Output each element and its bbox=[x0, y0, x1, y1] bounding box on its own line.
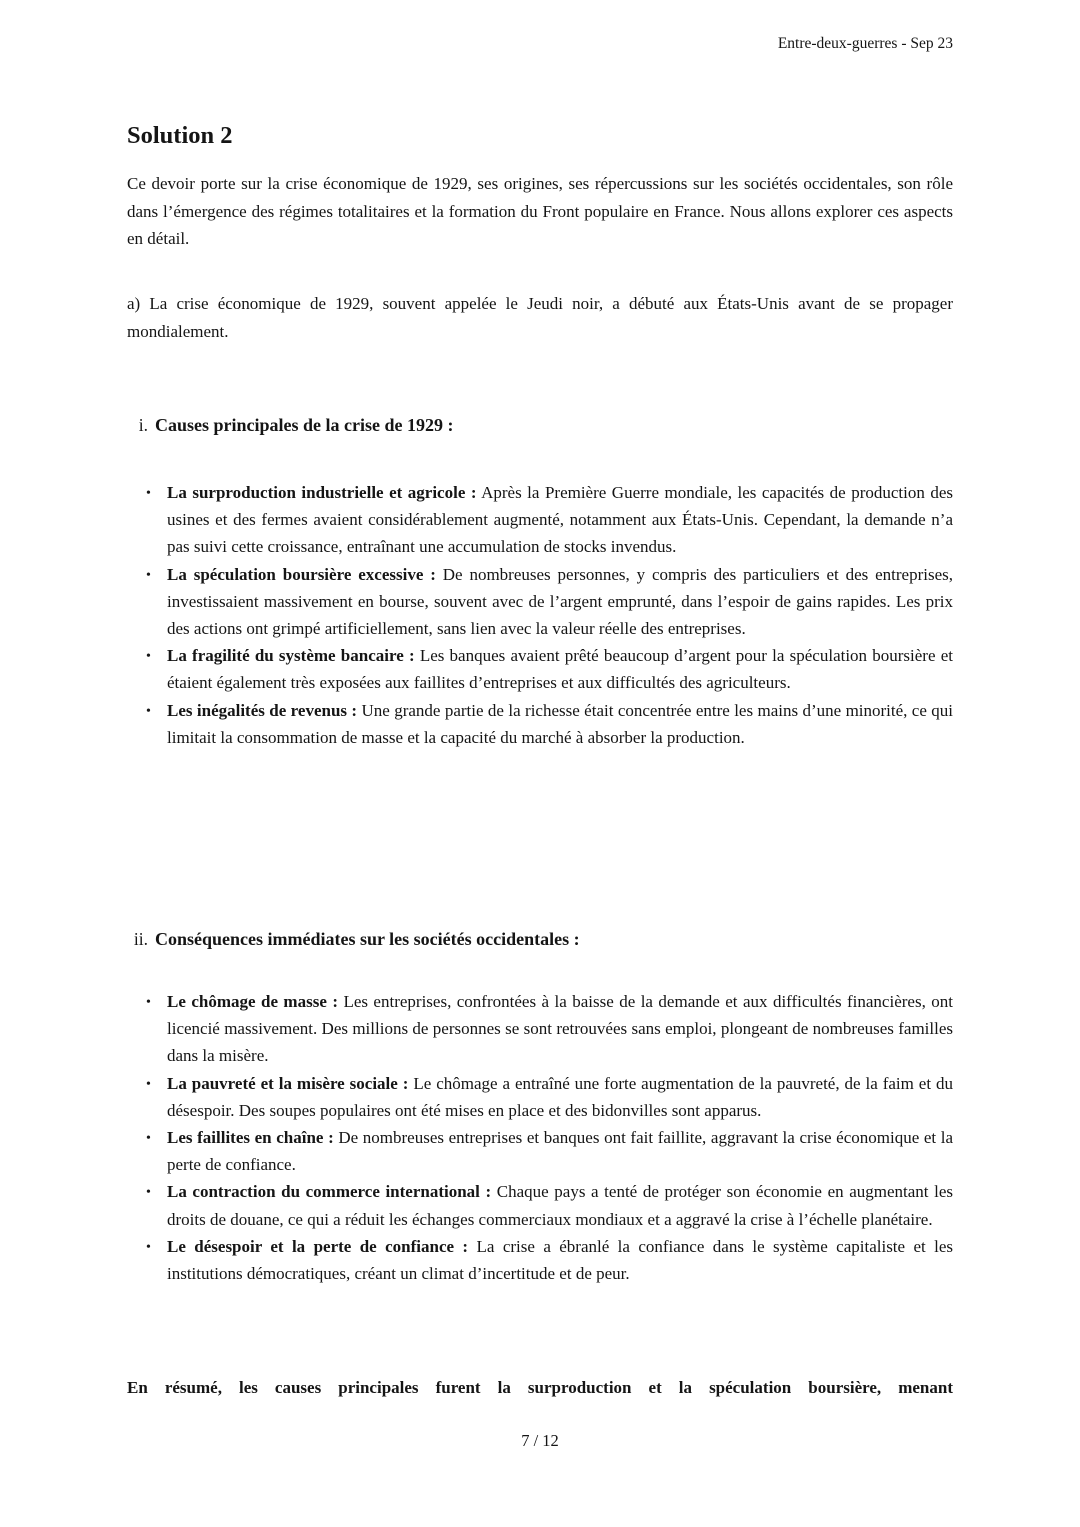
bullet-text: Le chômage a entraîné une forte augmentation de la pauvreté, de la faim et du désespoir. Des soupes populaires ont été mises en place et des bidonvilles sont apparus. bbox=[167, 1073, 953, 1120]
list-item bbox=[127, 1070, 953, 1124]
page-title: Solution 2 bbox=[127, 122, 233, 149]
intro-paragraph: Ce devoir porte sur la crise économique de 1929, ses origines, ses répercussions sur les sociétés occidentales, son rôle dans l’émergence des régimes totalitaires et la formation du Front populaire en France. Nous allons explorer ces aspects en détail. bbox=[127, 174, 953, 248]
bullet-lead: La pauvreté et la misère sociale : bbox=[167, 1073, 409, 1093]
bullet-list-causes bbox=[127, 479, 953, 751]
bullet-lead: La fragilité du système bancaire : bbox=[167, 646, 415, 666]
paragraph-a: a) La crise économique de 1929, souvent appelée le Jeudi noir, a débuté aux États-Unis avant de se propager mondialement. bbox=[127, 294, 953, 341]
bullet-lead: Les inégalités de revenus : bbox=[167, 700, 358, 720]
bullet-lead: La spéculation boursière excessive : bbox=[167, 564, 436, 584]
section-numeral: ii. bbox=[133, 929, 148, 949]
list-item bbox=[127, 988, 953, 1070]
section-title: Causes principales de la crise de 1929 : bbox=[155, 415, 454, 435]
bullet-list-consequences bbox=[127, 988, 953, 1287]
list-item bbox=[127, 1124, 953, 1178]
section-title: Conséquences immédiates sur les sociétés occidentales : bbox=[155, 929, 580, 949]
bullet-text: La crise a ébranlé la confiance dans le système capitaliste et les institutions démocratiques, créant un climat d’incertitude et de peur. bbox=[167, 1236, 954, 1284]
bullet-lead: Le désespoir et la perte de confiance : bbox=[167, 1236, 469, 1256]
section-numeral: i. bbox=[138, 415, 148, 435]
bullet-lead: La contraction du commerce international : bbox=[167, 1182, 492, 1202]
list-item bbox=[127, 1233, 953, 1287]
bullet-text: Après la Première Guerre mondiale, les capacités de production des usines et des fermes avaient considérablement augmenté, notamment aux États-Unis. Cependant, la demande n’a pas suivi cette croissance, entraînant une accumulation de stocks invendus. bbox=[167, 483, 953, 557]
list-item bbox=[127, 642, 953, 696]
bullet-lead: Le chômage de masse : bbox=[167, 992, 338, 1011]
bullet-text: Les banques avaient prêté beaucoup d’argent pour la spéculation boursière et étaient également très exposées aux faillites d’entreprises et aux difficultés des agriculteurs. bbox=[167, 646, 953, 693]
bullet-lead: Les faillites en chaîne : bbox=[167, 1128, 334, 1148]
bullet-text: Les entreprises, confrontées à la baisse de la demande et aux difficultés financières, ont licencié massivement. Des millions de personnes se sont retrouvées sans emploi, plongeant de nombreuses familles dans la misère. bbox=[167, 992, 953, 1066]
section-heading-causes bbox=[127, 412, 953, 439]
page-number: 7 / 12 bbox=[521, 1431, 559, 1450]
list-item bbox=[127, 479, 953, 561]
list-item bbox=[127, 1178, 953, 1232]
bullet-lead: La surproduction industrielle et agricole : bbox=[167, 483, 477, 502]
list-item bbox=[127, 561, 953, 643]
bullet-text: Une grande partie de la richesse était concentrée entre les mains d’une minorité, ce qui limitait la consommation de masse et la capacité du marché à absorber la production. bbox=[167, 700, 954, 747]
summary-paragraph: En résumé, les causes principales furent la surproduction et la spéculation boursière, menant bbox=[127, 1378, 953, 1397]
bullet-text: De nombreuses personnes, y compris des particuliers et des entreprises, investissaient massivement en bourse, souvent avec de l’argent emprunté, dans l’espoir de gains rapides. Les prix des actions ont grimpé artificiellement, sans lien avec la valeur réelle des entreprises. bbox=[167, 564, 954, 639]
section-heading-consequences bbox=[127, 926, 953, 953]
list-item bbox=[127, 697, 953, 751]
running-header-text: Entre-deux-guerres - Sep 23 bbox=[777, 35, 953, 52]
bullet-text: De nombreuses entreprises et banques ont fait faillite, aggravant la crise économique et la perte de confiance. bbox=[167, 1128, 954, 1175]
running-header bbox=[127, 34, 953, 54]
bullet-text: Chaque pays a tenté de protéger son économie en augmentant les droits de douane, ce qui a réduit les échanges commerciaux mondiaux et a aggravé la crise à l’échelle planétaire. bbox=[167, 1182, 953, 1229]
